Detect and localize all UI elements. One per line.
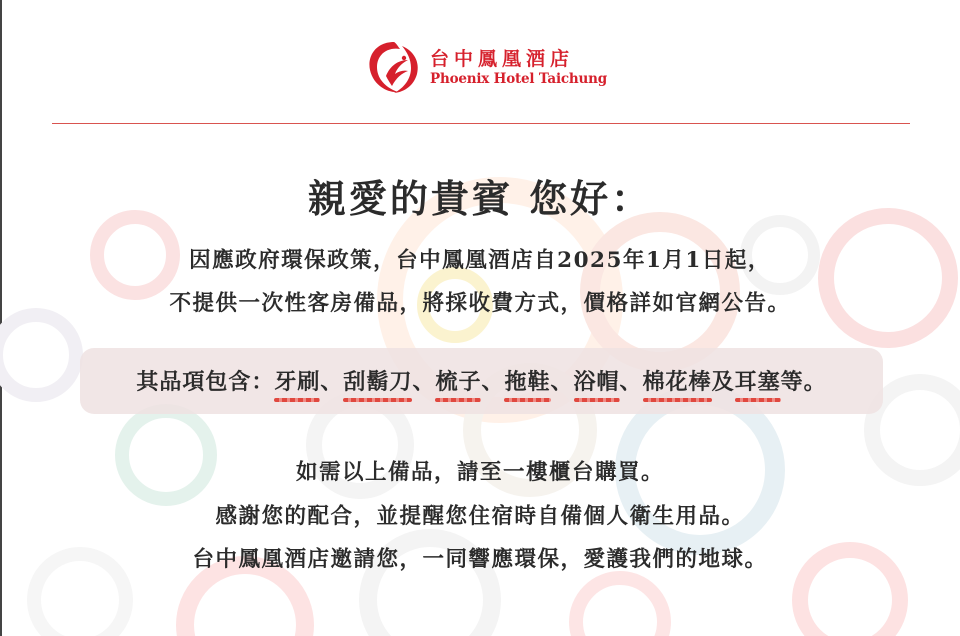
closing-line-1: 如需以上備品，請至一樓櫃台購買。 (295, 460, 664, 485)
logo-chinese-name: 台中鳳凰酒店 (430, 48, 575, 70)
item-razor: 刮鬍刀 (343, 365, 412, 396)
items-and-word: 及 (711, 369, 735, 395)
item-separator: 、 (619, 369, 643, 395)
hotel-logo (364, 38, 607, 96)
items-prefix: 其品項包含： (136, 369, 275, 395)
notice-line-2: 不提供一次性客房備品，將採收費方式，價格詳如官網公告。 (169, 291, 791, 316)
logo-english-name: Phoenix Hotel Taichung (430, 71, 607, 87)
item-slippers: 拖鞋 (504, 365, 550, 396)
item-toothbrush: 牙刷 (274, 365, 320, 396)
item-cotton-swab: 棉花棒 (643, 365, 712, 396)
item-shower-cap: 浴帽 (574, 365, 620, 396)
notice-line-1: 因應政府環保政策，台中鳳凰酒店自2025年1月1日起， (189, 248, 771, 273)
closing-line-3: 台中鳳凰酒店邀請您，一同響應環保，愛護我們的地球。 (192, 547, 768, 572)
item-comb: 梳子 (435, 365, 481, 396)
phoenix-icon (364, 38, 424, 96)
greeting-heading: 親愛的貴賓 您好： (307, 176, 653, 221)
item-separator: 、 (320, 369, 344, 395)
items-suffix: 等。 (780, 369, 827, 395)
closing-line-2: 感謝您的配合，並提醒您住宿時自備個人衛生用品。 (215, 504, 745, 529)
item-separator: 、 (412, 369, 436, 395)
item-separator: 、 (481, 369, 505, 395)
item-earplugs: 耳塞 (735, 365, 781, 396)
items-list-line (80, 365, 883, 396)
header-divider (52, 123, 910, 124)
item-separator: 、 (550, 369, 574, 395)
